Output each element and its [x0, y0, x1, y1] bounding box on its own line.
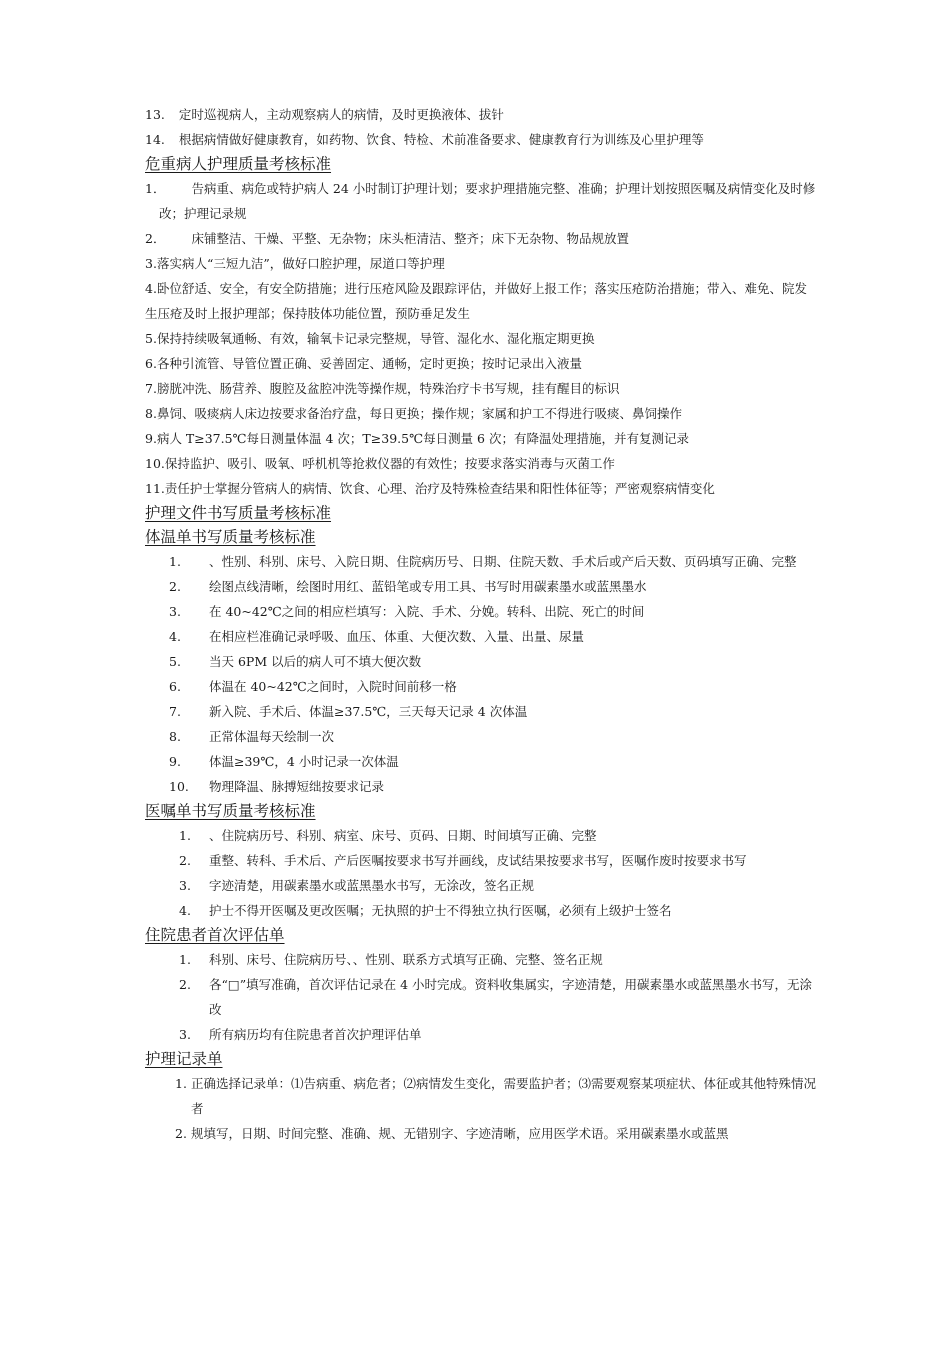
item-number: 2.	[175, 1126, 187, 1141]
item-number: 3.	[179, 878, 191, 893]
item-number: 10.	[169, 779, 189, 794]
item-text: 保持持续吸氧通畅、有效，输氧卡记录完整规，导管、湿化水、湿化瓶定期更换	[156, 331, 595, 346]
list-item	[145, 326, 817, 351]
item-number: 1.	[175, 1076, 187, 1091]
item-number: 4.	[179, 903, 191, 918]
list-item	[145, 176, 817, 226]
item-text: 物理降温、脉搏短绌按要求记录	[209, 779, 385, 794]
item-number: 9.	[145, 431, 157, 446]
list-item	[145, 127, 817, 152]
item-text: 护士不得开医嘱及更改医嘱；无执照的护士不得独立执行医嘱，必须有上级护士签名	[209, 903, 672, 918]
list-item	[145, 451, 817, 476]
list-item	[145, 774, 817, 799]
item-number: 2.	[179, 853, 191, 868]
list-item	[145, 972, 817, 1022]
item-number: 1.	[179, 828, 191, 843]
item-text: 在相应栏准确记录呼吸、血压、体重、大便次数、入量、出量、尿量	[209, 629, 585, 644]
list-item	[145, 401, 817, 426]
item-text: 定时巡视病人，主动观察病人的病情，及时更换液体、拔针	[178, 107, 504, 122]
section-heading-temperature: 体温单书写质量考核标准	[145, 528, 316, 546]
item-text: 卧位舒适、安全，有安全防措施；进行压疮风险及跟踪评估，并做好上报工作；落实压疮防治措施；带入、难免、院发生压疮及时上报护理部；保持肢体功能位置，预防垂足发生	[145, 281, 807, 321]
item-text: 各“□”填写准确，首次评估记录在 4 小时完成。资料收集属实，字迹清楚，用碳素墨水或蓝黑墨水书写，无涂改	[209, 977, 812, 1017]
list-item	[145, 276, 817, 326]
section-heading-records: 护理记录单	[145, 1050, 223, 1068]
list-item	[145, 226, 817, 251]
item-number: 3.	[169, 604, 181, 619]
list-item	[145, 873, 817, 898]
list-item	[145, 102, 817, 127]
item-number: 1．	[145, 181, 166, 196]
item-number: 2.	[179, 977, 191, 992]
list-item	[145, 476, 817, 501]
item-number: 8.	[145, 406, 157, 421]
item-text: 所有病历均有住院患者首次护理评估单	[209, 1027, 422, 1042]
list-item	[145, 1121, 817, 1146]
list-item	[145, 848, 817, 873]
item-number: 3.	[145, 256, 157, 271]
item-text: 告病重、病危或特护病人 24 小时制订护理计划；要求护理措施完整、准确；护理计划按照医嘱及病情变化及时修改；护理记录规	[159, 181, 816, 221]
list-item	[145, 574, 817, 599]
item-text: 体温≥39℃，4 小时记录一次体温	[209, 754, 399, 769]
item-text: 正常体温每天绘制一次	[209, 729, 335, 744]
section-heading-documents: 护理文件书写质量考核标准	[145, 504, 332, 522]
list-item	[145, 749, 817, 774]
document-body	[145, 102, 817, 1146]
item-text: 字迹清楚，用碳素墨水或蓝黑墨水书写，无涂改，签名正规	[209, 878, 535, 893]
list-item	[145, 376, 817, 401]
item-text: 在 40~42℃之间的相应栏填写：入院、手术、分娩。转科、出院、死亡的时间	[209, 604, 645, 619]
section-heading-assessment: 住院患者首次评估单	[145, 926, 285, 944]
item-text: 膀胱冲洗、肠营养、腹腔及盆腔冲洗等操作规，特殊治疗卡书写规，挂有醒目的标识	[156, 381, 620, 396]
item-number: 7.	[145, 381, 157, 396]
item-text: 当天 6PM 以后的病人可不填大便次数	[209, 654, 422, 669]
item-number: 5.	[145, 331, 157, 346]
item-number: 5.	[169, 654, 181, 669]
item-text: 鼻饲、吸痰病人床边按要求备治疗盘，每日更换；操作规；家属和护工不得进行吸痰、鼻饲操作	[156, 406, 682, 421]
item-number: 6.	[145, 356, 157, 371]
section-heading-critical: 危重病人护理质量考核标准	[145, 155, 332, 173]
item-text: 规填写，日期、时间完整、准确、规、无错别字、字迹清晰，应用医学术语。采用碳素墨水或蓝黑	[191, 1126, 729, 1141]
item-text: 责任护士掌握分管病人的病情、饮食、心理、治疗及特殊检查结果和阳性体征等；严密观察病情变化	[164, 481, 715, 496]
list-item	[145, 947, 817, 972]
item-number: 2．	[145, 231, 166, 246]
list-item	[145, 624, 817, 649]
list-item	[145, 898, 817, 923]
item-text: 、住院病历号、科别、病室、床号、页码、日期、时间填写正确、完整	[209, 828, 597, 843]
list-item	[145, 599, 817, 624]
item-text: 、性别、科别、床号、入院日期、住院病历号、日期、住院天数、手术后或产后天数、页码填写正确、完整	[209, 554, 797, 569]
item-number: 1.	[179, 952, 191, 967]
item-number: 3.	[179, 1027, 191, 1042]
section-heading-orders: 医嘱单书写质量考核标准	[145, 802, 316, 820]
item-number: 1.	[169, 554, 181, 569]
item-text: 根据病情做好健康教育，如药物、饮食、特检、术前准备要求、健康教育行为训练及心里护理等	[178, 132, 704, 147]
item-text: 重整、转科、手术后、产后医嘱按要求书写并画线，皮试结果按要求书写，医嘱作废时按要求书写	[209, 853, 747, 868]
item-text: 体温在 40~42℃之间时，入院时间前移一格	[209, 679, 457, 694]
item-text: 落实病人“三短九洁”，做好口腔护理，尿道口等护理	[156, 256, 445, 271]
item-text: 病人 T≥37.5℃每日测量体温 4 次；T≥39.5℃每日测量 6 次；有降温处理措施，并有复测记录	[156, 431, 689, 446]
item-number: 9.	[169, 754, 181, 769]
list-item	[145, 699, 817, 724]
list-item	[145, 649, 817, 674]
item-text: 绘图点线清晰，绘图时用红、蓝铅笔或专用工具、书写时用碳素墨水或蓝黑墨水	[209, 579, 647, 594]
item-number: 8.	[169, 729, 181, 744]
list-item	[145, 1071, 817, 1121]
item-number: 11.	[145, 481, 165, 496]
item-number: 13.	[145, 107, 165, 122]
item-text: 科别、床号、住院病历号、、性别、联系方式填写正确、完整、签名正规	[209, 952, 603, 967]
item-number: 2.	[169, 579, 181, 594]
item-text: 保持监护、吸引、吸氧、呼机机等抢救仪器的有效性；按要求落实消毒与灭菌工作	[164, 456, 615, 471]
item-text: 新入院、手术后、体温≥37.5℃，三天每天记录 4 次体温	[209, 704, 528, 719]
list-item	[145, 823, 817, 848]
list-item	[145, 674, 817, 699]
list-item	[145, 351, 817, 376]
list-item	[145, 549, 817, 574]
item-number: 6.	[169, 679, 181, 694]
list-item	[145, 426, 817, 451]
item-text: 正确选择记录单：⑴告病重、病危者；⑵病情发生变化，需要监护者；⑶需要观察某项症状、体征或其他特殊情况者	[191, 1076, 817, 1116]
list-item	[145, 1022, 817, 1047]
item-number: 14.	[145, 132, 165, 147]
item-number: 10.	[145, 456, 165, 471]
item-text: 床铺整洁、干燥、平整、无杂物；床头柜清洁、整齐；床下无杂物、物品规放置	[191, 231, 629, 246]
list-item	[145, 724, 817, 749]
item-number: 4.	[145, 281, 157, 296]
item-number: 7.	[169, 704, 181, 719]
item-text: 各种引流管、导管位置正确、妥善固定、通畅，定时更换；按时记录出入液量	[156, 356, 582, 371]
list-item	[145, 251, 817, 276]
item-number: 4.	[169, 629, 181, 644]
